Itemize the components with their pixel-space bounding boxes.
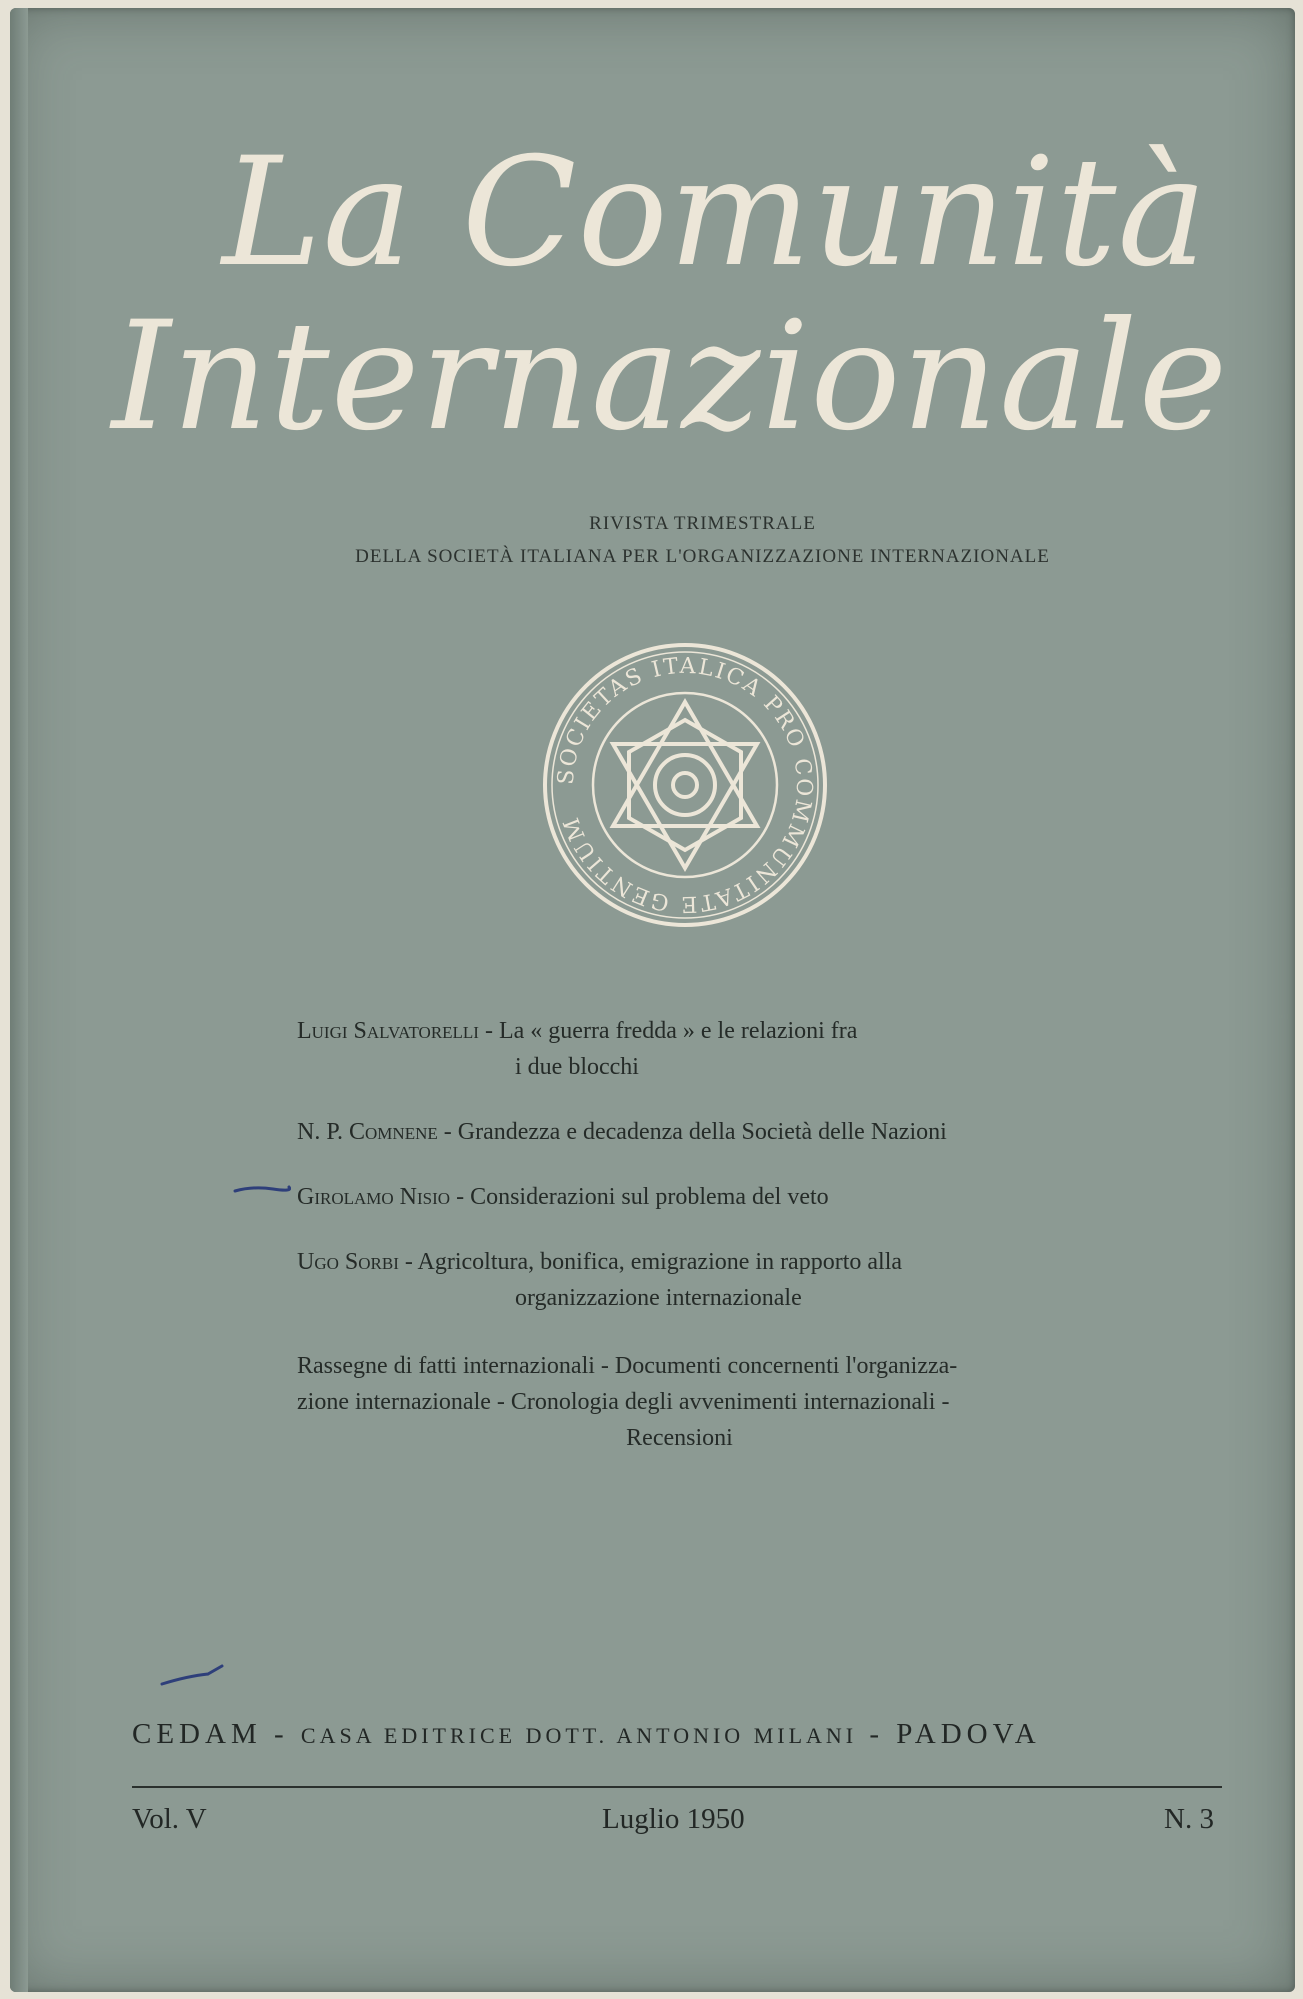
article-title: La « guerra fredda » e le relazioni fra bbox=[498, 1018, 858, 1044]
title-line-1: La Comunità bbox=[222, 126, 1208, 300]
issue-date: Luglio 1950 bbox=[602, 1803, 745, 1835]
article-title-continued: i due blocchi bbox=[515, 1054, 639, 1080]
pen-mark-icon bbox=[158, 1662, 228, 1688]
article-author: Luigi Salvatorelli bbox=[297, 1018, 479, 1044]
issue-number: N. 3 bbox=[1164, 1803, 1214, 1835]
article-title-continued: organizzazione internazionale bbox=[515, 1285, 802, 1311]
article-entry: Girolamo Nisio - Considerazioni sul problema del veto bbox=[297, 1184, 829, 1210]
title-line-2: Internazionale bbox=[111, 290, 1229, 464]
article-author: Ugo Sorbi bbox=[297, 1249, 399, 1275]
society-seal-emblem bbox=[540, 640, 830, 930]
article-title: Considerazioni sul problema del veto bbox=[470, 1184, 829, 1210]
article-entry: Ugo Sorbi - Agricoltura, bonifica, emigrazione in rapporto alla organizzazione internazionale bbox=[297, 1244, 1062, 1316]
article-author: Girolamo Nisio bbox=[297, 1184, 451, 1210]
article-entry: Luigi Salvatorelli - La « guerra fredda » e le relazioni fra i due blocchi bbox=[297, 1013, 1062, 1085]
sections-line-2: zione internazionale - Cronologia degli avvenimenti internazionali - bbox=[297, 1389, 950, 1415]
sections-line-1: Rassegne di fatti internazionali - Documenti concernenti l'organizza- bbox=[297, 1353, 958, 1379]
divider bbox=[132, 1786, 1222, 1788]
volume-label: Vol. V bbox=[132, 1803, 207, 1835]
pen-mark-icon bbox=[233, 1183, 291, 1195]
article-entry: N. P. Comnene - Grandezza e decadenza della Società delle Nazioni bbox=[297, 1119, 947, 1145]
article-title: Grandezza e decadenza della Società delle Nazioni bbox=[457, 1119, 947, 1145]
article-author: N. P. Comnene bbox=[297, 1119, 438, 1145]
regular-sections bbox=[297, 1348, 1062, 1456]
publisher-name: CEDAM bbox=[132, 1718, 262, 1750]
sections-line-3: Recensioni bbox=[626, 1425, 733, 1451]
table-of-contents bbox=[297, 1013, 1062, 1456]
magazine-cover bbox=[10, 8, 1295, 1992]
publisher-line: CEDAM - CASA EDITRICE DOTT. ANTONIO MILANI - PADOVA bbox=[132, 1718, 1041, 1750]
subtitle-line-1: RIVISTA TRIMESTRALE bbox=[589, 513, 816, 534]
seal-text: SOCIETAS ITALICA PRO COMMUNITATE GENTIUM bbox=[553, 653, 817, 917]
article-title: Agricoltura, bonifica, emigrazione in rapporto alla bbox=[417, 1249, 903, 1275]
publisher-house: CASA EDITRICE DOTT. ANTONIO MILANI bbox=[300, 1723, 858, 1748]
publisher-city: PADOVA bbox=[896, 1718, 1041, 1750]
subtitle-line-2: DELLA SOCIETÀ ITALIANA PER L'ORGANIZZAZIONE INTERNAZIONALE bbox=[355, 546, 1050, 567]
